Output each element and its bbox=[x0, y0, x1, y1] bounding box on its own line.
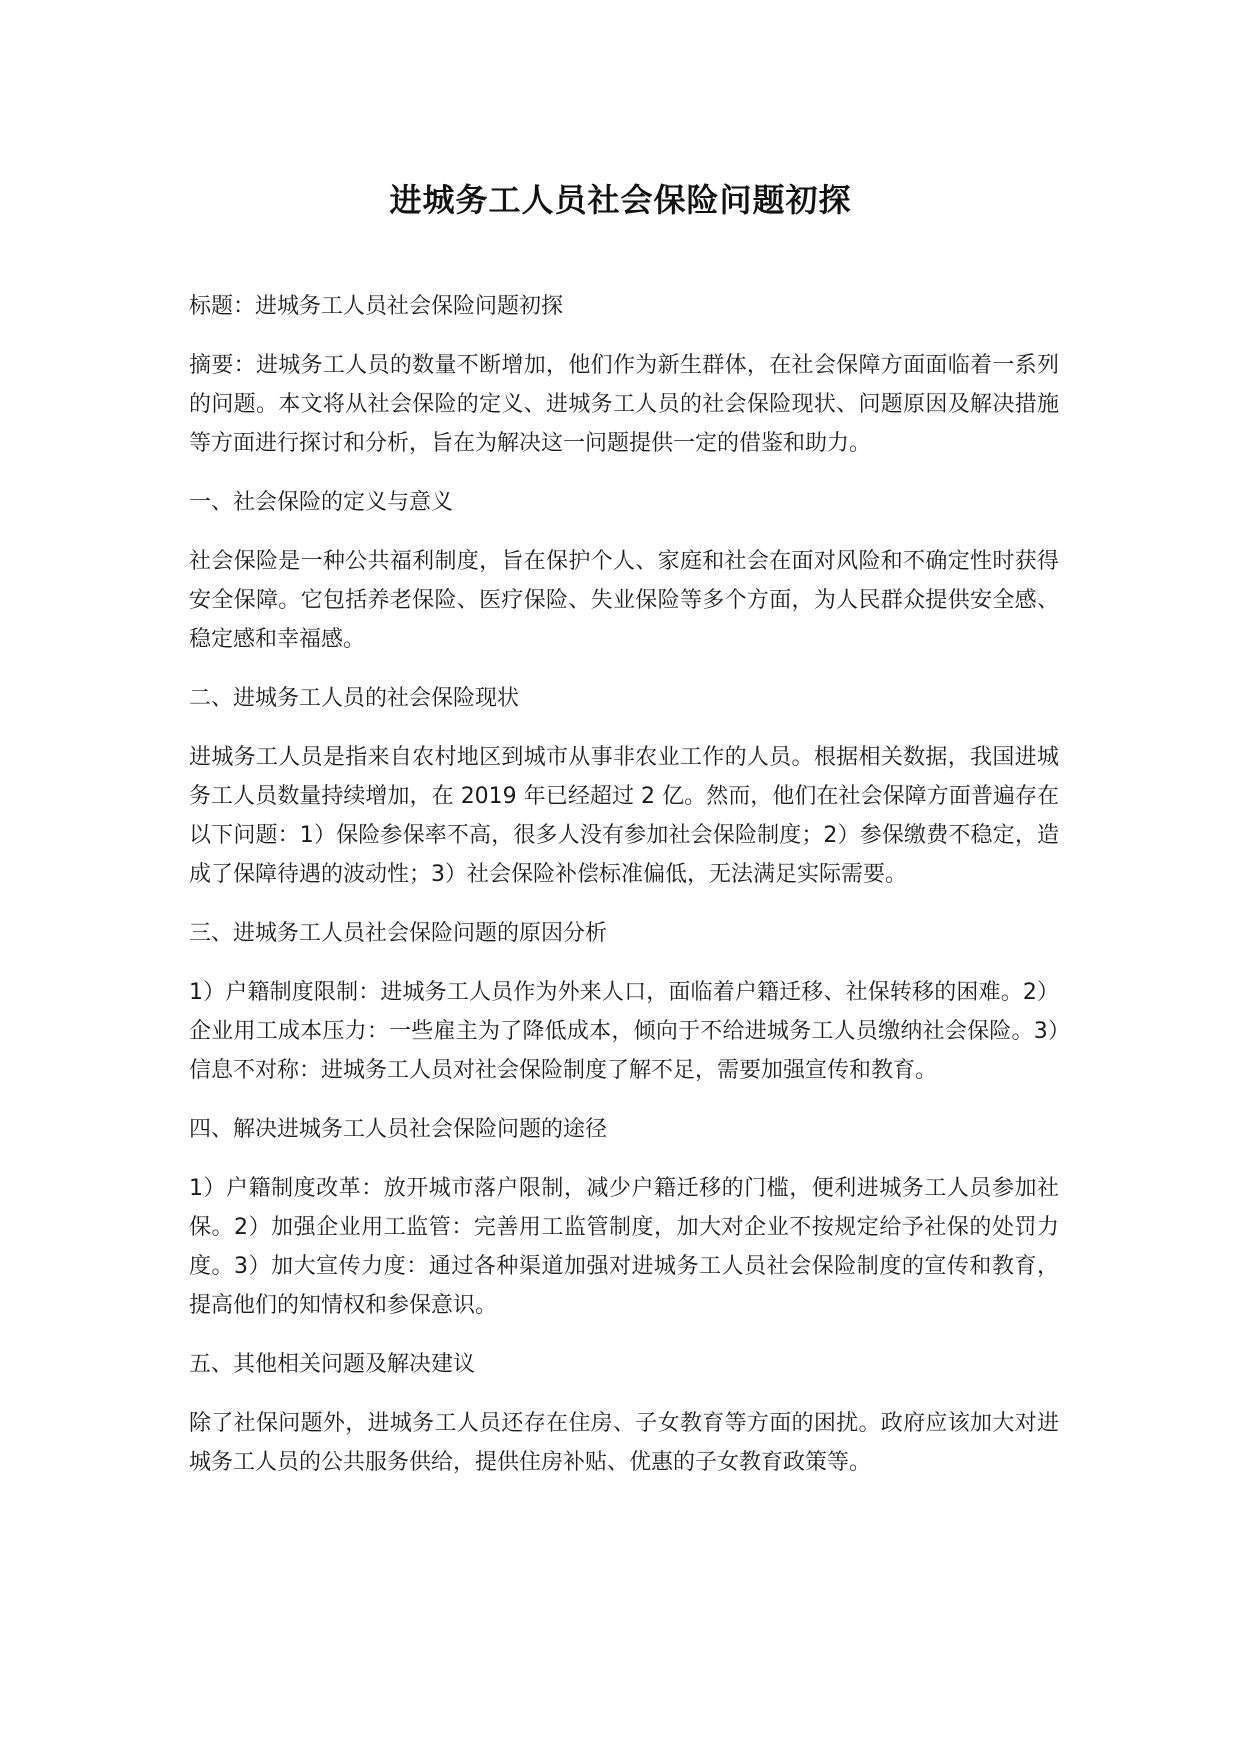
section-paragraph-1: 社会保险是一种公共福利制度，旨在保护个人、家庭和社会在面对风险和不确定性时获得安全保障。它包括养老保险、医疗保险、失业保险等多个方面，为人民群众提供安全感、稳定感和幸福感。 bbox=[189, 549, 1059, 652]
section-heading-4: 四、解决进城务工人员社会保险问题的途径 bbox=[189, 1117, 608, 1142]
section-heading-1: 一、社会保险的定义与意义 bbox=[189, 490, 454, 515]
section-paragraph-2: 进城务工人员是指来自农村地区到城市从事非农业工作的人员。根据相关数据，我国进城务工人员数量持续增加，在 2019 年已经超过 2 亿。然而，他们在社会保障方面普遍存在以下问题：1）保险参保率不高，很多人没有参加社会保险制度；2）参保缴费不稳定，造成了保障待遇的波动性；3）社会保险补偿标准偏低，无法满足实际需要。 bbox=[189, 745, 1059, 887]
title-line: 标题：进城务工人员社会保险问题初探 bbox=[189, 294, 564, 319]
section-heading-2: 二、进城务工人员的社会保险现状 bbox=[189, 686, 520, 711]
document-body bbox=[189, 287, 1059, 1502]
abstract-paragraph: 摘要：进城务工人员的数量不断增加，他们作为新生群体，在社会保障方面面临着一系列的问题。本文将从社会保险的定义、进城务工人员的社会保险现状、问题原因及解决措施等方面进行探讨和分析，旨在为解决这一问题提供一定的借鉴和助力。 bbox=[189, 353, 1059, 456]
section-paragraph-5: 除了社保问题外，进城务工人员还存在住房、子女教育等方面的困扰。政府应该加大对进城务工人员的公共服务供给，提供住房补贴、优惠的子女教育政策等。 bbox=[189, 1411, 1059, 1475]
section-heading-5: 五、其他相关问题及解决建议 bbox=[189, 1352, 476, 1377]
section-paragraph-3: 1）户籍制度限制：进城务工人员作为外来人口，面临着户籍迁移、社保转移的困难。2）企业用工成本压力：一些雇主为了降低成本，倾向于不给进城务工人员缴纳社会保险。3）信息不对称：进城务工人员对社会保险制度了解不足，需要加强宣传和教育。 bbox=[189, 980, 1059, 1083]
section-paragraph-4: 1）户籍制度改革：放开城市落户限制，减少户籍迁移的门槛，便利进城务工人员参加社保。2）加强企业用工监管：完善用工监管制度，加大对企业不按规定给予社保的处罚力度。3）加大宣传力度：通过各种渠道加强对进城务工人员社会保险制度的宣传和教育，提高他们的知情权和参保意识。 bbox=[189, 1176, 1059, 1318]
page-title: 进城务工人员社会保险问题初探 bbox=[389, 181, 852, 219]
section-heading-3: 三、进城务工人员社会保险问题的原因分析 bbox=[189, 921, 608, 946]
